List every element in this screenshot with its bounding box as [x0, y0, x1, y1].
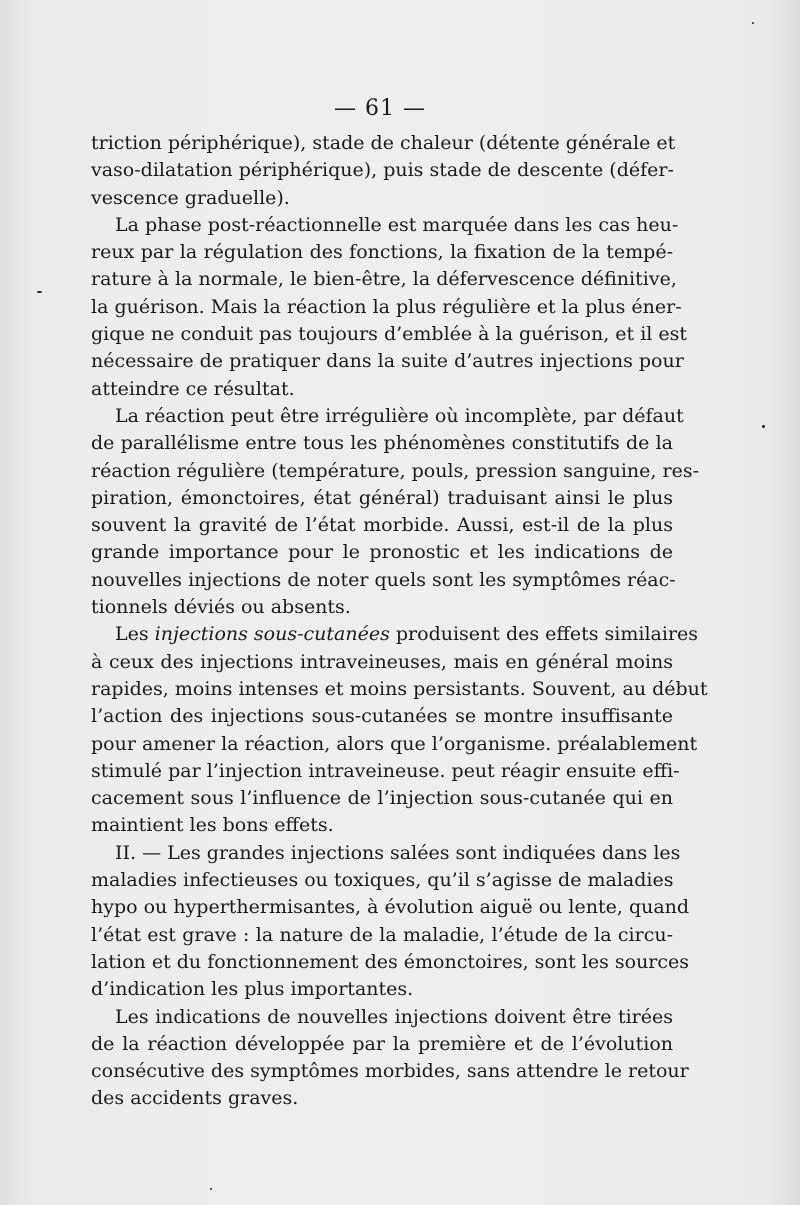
text-line: stimulé par l’injection intraveineuse. peut réagir ensuite effi-	[91, 759, 680, 782]
text-line: vescence graduelle).	[91, 186, 290, 209]
text-line: maladies infectieuses ou toxiques, qu’il s’agisse de maladies	[91, 869, 674, 892]
body-text	[91, 130, 708, 1113]
text-line: vaso-dilatation périphérique), puis stade de descente (défer-	[91, 159, 674, 182]
paragraph-3	[91, 403, 699, 621]
text-fragment: Les	[115, 623, 155, 646]
scan-speck	[762, 425, 765, 428]
text-line: tionnels déviés ou absents.	[91, 596, 351, 619]
text-line: d’indication les plus importantes.	[91, 978, 414, 1001]
text-line: lation et du fonctionnement des émonctoires, sont les sources	[91, 950, 690, 973]
text-line: souvent la gravité de l’état morbide. Aussi, est-il de la plus	[91, 514, 673, 537]
paragraph-1	[91, 130, 676, 212]
text-line: rapides, moins intenses et moins persistants. Souvent, au début	[91, 677, 708, 700]
text-line: de la réaction développée par la première et de l’évolution	[91, 1032, 673, 1055]
scan-speck	[210, 1188, 212, 1190]
text-line: réaction régulière (température, pouls, pression sanguine, res-	[91, 459, 699, 482]
text-line: triction périphérique), stade de chaleur (détente générale et	[91, 132, 676, 154]
text-line: Les indications de nouvelles injections doivent être tirées	[115, 1005, 673, 1028]
text-line: La réaction peut être irrégulière où incomplète, par défaut	[115, 404, 684, 427]
page-number: — 61 —	[334, 96, 426, 121]
scan-speck	[37, 291, 42, 293]
paragraph-5	[91, 840, 690, 1004]
emphasis-text: injections sous-cutanées	[154, 623, 390, 646]
text-line: des accidents graves.	[91, 1087, 299, 1110]
text-line: à ceux des injections intraveineuses, mais en général moins	[91, 650, 673, 673]
text-line: cacement sous l’influence de l’injection sous-cutanée qui en	[91, 787, 673, 810]
text-line: La phase post-réactionnelle est marquée dans les cas heu-	[115, 213, 679, 236]
paragraph-4	[91, 621, 708, 839]
text-line: hypo ou hyperthermisantes, à évolution aiguë ou lente, quand	[91, 896, 690, 919]
text-line: l’action des injections sous-cutanées se montre insuffisante	[91, 705, 673, 728]
text-line: II. — Les grandes injections salées sont indiquées dans les	[115, 841, 681, 864]
paragraph-6	[91, 1004, 689, 1113]
text-line: nouvelles injections de noter quels sont les symptômes réac-	[91, 568, 676, 591]
text-line	[91, 621, 699, 648]
paragraph-2	[91, 212, 688, 403]
text-line: pour amener la réaction, alors que l’organisme. préalablement	[91, 732, 698, 755]
text-line: piration, émonctoires, état général) traduisant ainsi le plus	[91, 486, 673, 509]
text-fragment: produisent des effets similaires	[389, 623, 699, 646]
text-line: grande importance pour le pronostic et les indications de	[91, 541, 673, 564]
text-line: rature à la normale, le bien-être, la défervescence définitive,	[91, 268, 677, 291]
text-line: la guérison. Mais la réaction la plus régulière et la plus éner-	[91, 295, 682, 318]
text-line: maintient les bons effets.	[91, 814, 334, 837]
text-line: de parallélisme entre tous les phénomènes constitutifs de la	[91, 432, 673, 455]
text-line: atteindre ce résultat.	[91, 377, 295, 400]
text-line: nécessaire de pratiquer dans la suite d’autres injections pour	[91, 350, 684, 373]
text-line: gique ne conduit pas toujours d’emblée à la guérison, et il est	[91, 323, 688, 346]
text-line: consécutive des symptômes morbides, sans attendre le retour	[91, 1060, 689, 1083]
text-line: l’état est grave : la nature de la maladie, l’étude de la circu-	[91, 923, 673, 946]
text-line: reux par la régulation des fonctions, la fixation de la tempé-	[91, 241, 673, 264]
scan-speck	[752, 22, 754, 24]
